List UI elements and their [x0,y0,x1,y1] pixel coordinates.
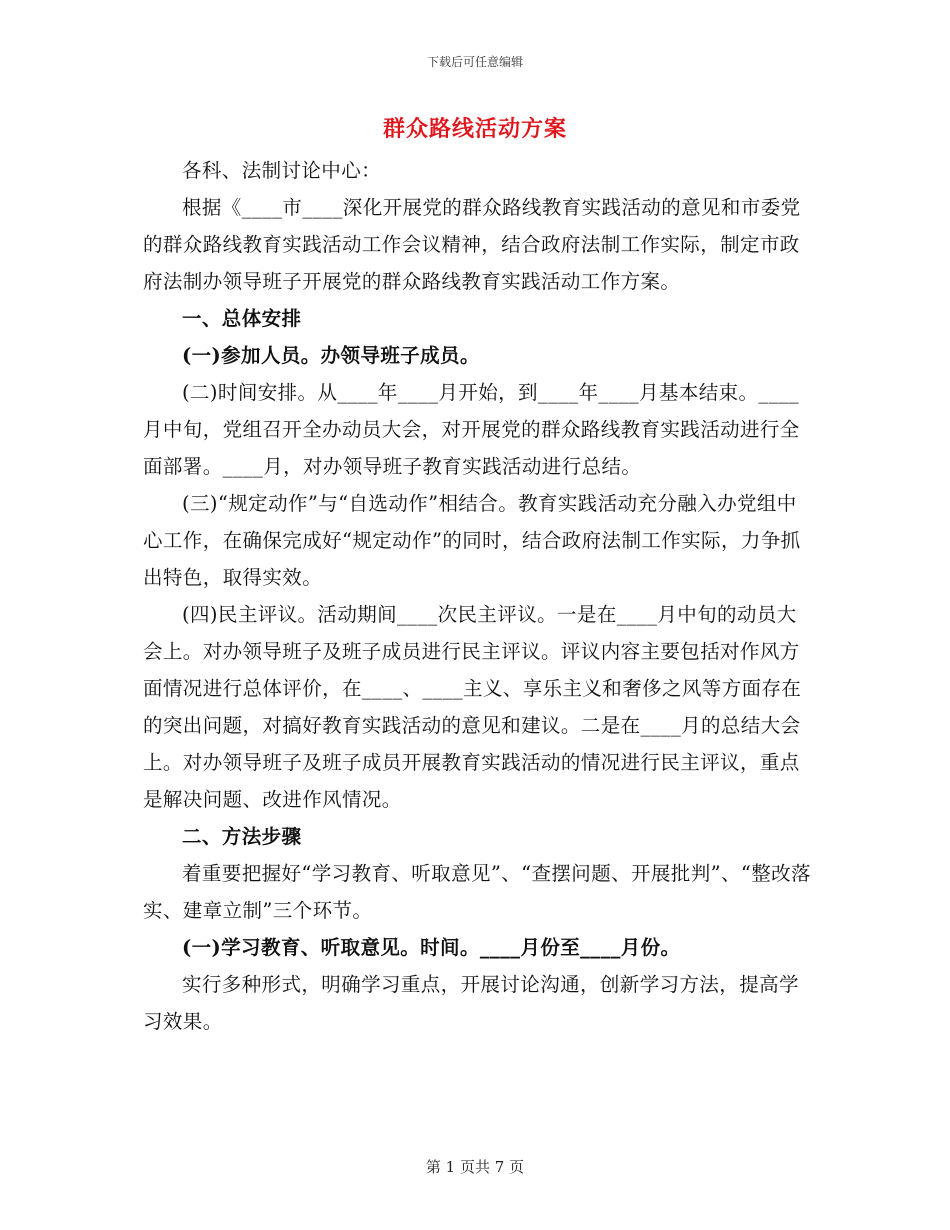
paragraph-schedule: (二)时间安排。从____年____月开始，到____年____月基本结束。____月中旬，党组召开全办动员大会，对开展党的群众路线教育实践活动进行全面部署。____月，对办领导班子教育实践活动进行总结。 [143,381,800,478]
paragraph-actions: (三)“规定动作”与“自选动作”相结合。教育实践活动充分融入办党组中心工作，在确保完成好“规定动作”的同时，结合政府法制工作实际，力争抓出特色，取得实效。 [143,492,801,589]
paragraph-evaluation: (四)民主评议。活动期间____次民主评议。一是在____月中旬的动员大会上。对办领导班子及班子成员进行民主评议。评议内容主要包括对作风方面情况进行总体评价，在____、____主义、享乐主义和奢侈之风等方面存在的突出问题，对搞好教育实践活动的意见和建议。二是在____月的总结大会上。对办领导班子及班子成员开展教育实践活动的情况进行民主评议，重点是解决问题、改进作风情况。 [143,603,802,811]
page-footer: 第 1 页共 7 页 [425,1158,525,1176]
document-body [143,152,811,1040]
salutation-paragraph: 各科、法制讨论中心： [182,159,382,182]
document-title: 群众路线活动方案 [382,116,567,142]
section-heading-methods: 二、方法步骤 [182,825,302,848]
subsection-study: (一)学习教育、听取意见。时间。____月份至____月份。 [182,936,681,959]
paragraph-three-links: 着重要把握好“学习教育、听取意见”、“查摆问题、开展批判”、“整改落实、建章立制”三个环节。 [143,862,811,922]
header-note: 下载后可任意编辑 [426,55,523,69]
section-heading-overall: 一、总体安排 [182,307,302,330]
subsection-participants: (一)参加人员。办领导班子成员。 [182,344,480,367]
intro-paragraph: 根据《____市____深化开展党的群众路线教育实践活动的意见和市委党的群众路线教育实践活动工作会议精神，结合政府法制工作实际，制定市政府法制办领导班子开展党的群众路线教育实践活动工作方案。 [143,196,801,293]
paragraph-study-methods: 实行多种形式，明确学习重点，开展讨论沟通，创新学习方法，提高学习效果。 [143,973,799,1033]
